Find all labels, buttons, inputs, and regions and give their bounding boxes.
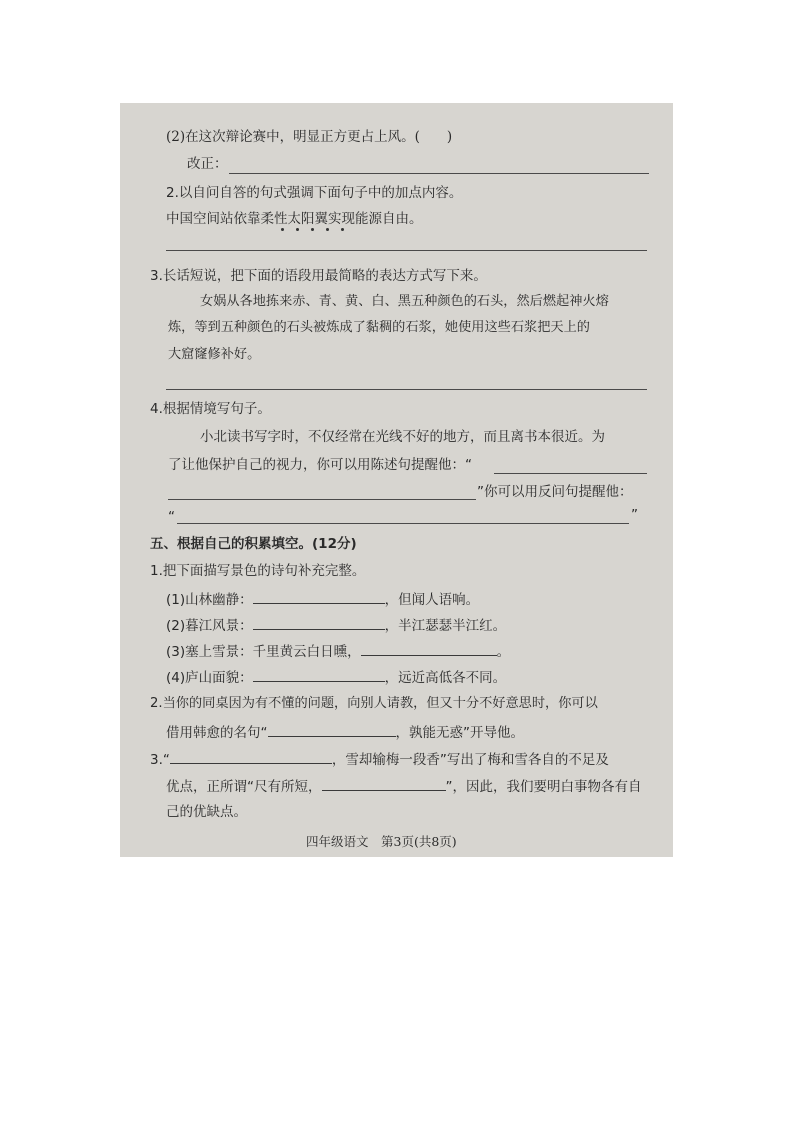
s5-q2-line2-a: 借用韩愈的名句“ <box>166 725 268 741</box>
fix-label: 改正： <box>187 156 228 172</box>
s5-item4 <box>166 667 506 687</box>
q4-scene-line3: ”你可以用反问句提醒他： <box>477 484 633 500</box>
s5-q2-line2 <box>166 722 524 742</box>
s5-item1-blank <box>253 589 385 604</box>
s5-q3-line2-b: ”，因此，我们要明白事物各有自 <box>445 779 642 795</box>
q2-sentence: 中国空间站依靠柔性太阳翼实现能源自由。 <box>166 211 423 227</box>
s5-item4-blank <box>253 667 385 682</box>
s5-item4-prefix: (4)庐山面貌： <box>166 670 253 686</box>
s5-item1 <box>166 589 479 609</box>
s5-item2-suffix: ，半江瑟瑟半江红。 <box>384 618 507 634</box>
s5-item2-blank <box>253 615 385 630</box>
s5-q3-blank1 <box>170 749 332 764</box>
s5-item3-suffix: 。 <box>496 644 511 660</box>
s5-item1-prefix: (1)山林幽静： <box>166 592 253 608</box>
q4-2-text: (2)在这次辩论赛中，明显正方更占上风。( ) <box>166 129 453 145</box>
q4-instruction: 4.根据情境写句子。 <box>150 401 271 417</box>
q4-statement-line-b <box>168 499 476 500</box>
q3-answer-line <box>166 389 647 390</box>
s5-item2-prefix: (2)暮江风景： <box>166 618 253 634</box>
exam-page <box>120 103 673 857</box>
emphasis-dot <box>311 228 314 231</box>
s5-item4-suffix: ，远近高低各不同。 <box>384 670 507 686</box>
section5-heading: 五、根据自己的积累填空。(12分) <box>150 536 357 552</box>
s5-q3-blank2 <box>322 776 446 791</box>
q4-scene-line1: 小北读书写字时，不仅经常在光线不好的地方，而且离书本很近。为 <box>200 429 605 445</box>
q4-statement-line-a <box>494 473 647 474</box>
s5-item2 <box>166 615 506 635</box>
q2-instruction: 2.以自问自答的句式强调下面句子中的加点内容。 <box>166 185 463 201</box>
s5-item3-prefix: (3)塞上雪景：千里黄云白日曛， <box>166 644 361 660</box>
s5-q3-line1 <box>150 749 609 769</box>
s5-item1-suffix: ，但闻人语响。 <box>384 592 480 608</box>
s5-q1-instruction: 1.把下面描写景色的诗句补充完整。 <box>150 563 366 579</box>
q4-open-quote: “ <box>168 509 175 525</box>
s5-q3-line2 <box>166 776 642 796</box>
s5-q3-line2-a: 优点，正所谓“尺有所短， <box>166 779 322 795</box>
s5-q2-line2-b: ，孰能无惑”开导他。 <box>395 725 524 741</box>
emphasis-dot <box>326 228 329 231</box>
page-footer: 四年级语文 第3页(共8页) <box>306 834 457 849</box>
q3-para-line3: 大窟窿修补好。 <box>168 347 261 362</box>
q4-close-quote: ” <box>631 507 638 523</box>
s5-q3-line1-a: 3.“ <box>150 752 170 768</box>
emphasis-dot <box>296 228 299 231</box>
q3-para-line1: 女娲从各地拣来赤、青、黄、白、黑五种颜色的石头，然后燃起神火熔 <box>200 294 609 309</box>
s5-q3-line1-b: ，雪却输梅一段香”写出了梅和雪各自的不足及 <box>331 752 609 768</box>
s5-item3-blank <box>361 641 497 656</box>
s5-item3 <box>166 641 510 661</box>
q4-question-line <box>177 523 629 524</box>
emphasis-dot <box>341 228 344 231</box>
s5-q2-line1: 2.当你的同桌因为有不懂的问题，向别人请教，但又十分不好意思时，你可以 <box>150 696 598 711</box>
s5-q2-blank <box>268 722 396 737</box>
emphasis-dot <box>281 228 284 231</box>
fix-answer-line <box>229 173 649 174</box>
q2-answer-line <box>166 250 647 251</box>
q3-para-line2: 炼，等到五种颜色的石头被炼成了黏稠的石浆，她使用这些石浆把天上的 <box>168 320 590 335</box>
q3-instruction: 3.长话短说，把下面的语段用最简略的表达方式写下来。 <box>150 268 487 284</box>
s5-q3-line3: 己的优缺点。 <box>166 804 247 820</box>
q4-scene-line2: 了让他保护自己的视力，你可以用陈述句提醒他：“ <box>168 457 472 473</box>
